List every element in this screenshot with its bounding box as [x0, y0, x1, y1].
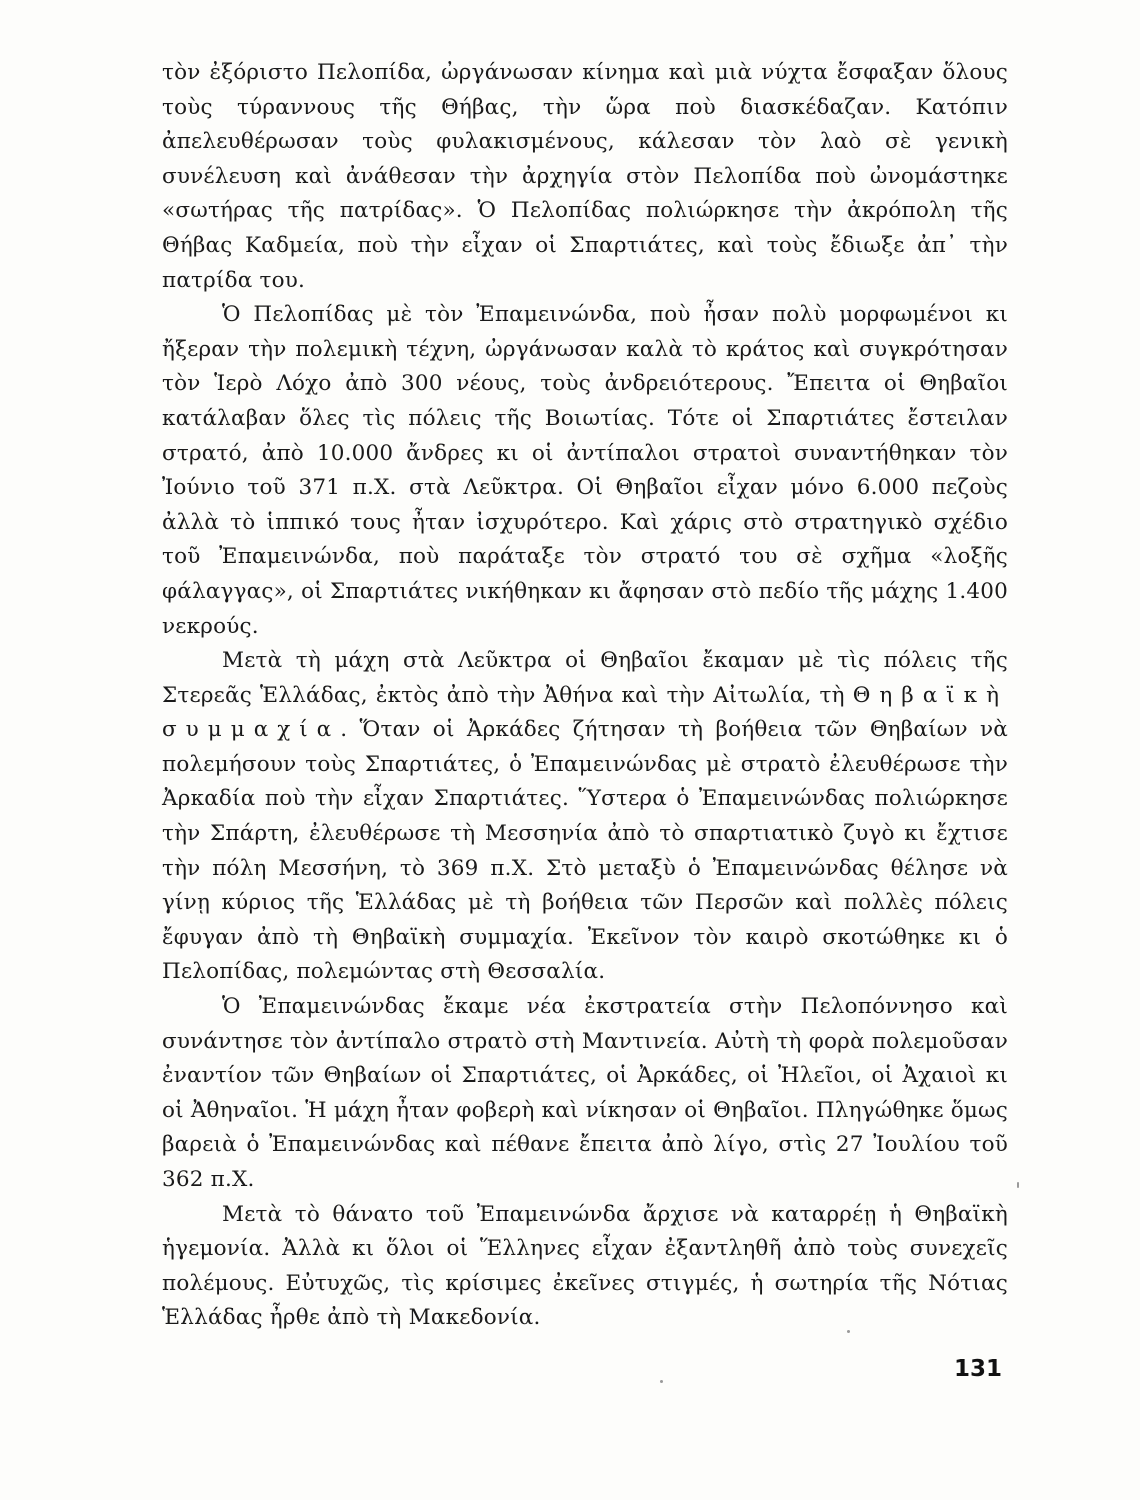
text-column	[162, 56, 1008, 1336]
paragraph-2: Ὁ Πελοπίδας μὲ τὸν Ἐπαμεινώνδα, ποὺ ἦσαν πολὺ μορφωμένοι κι ἤξεραν τὴν πολεμικὴ τέχνη, ὠργάνωσαν καλὰ τὸ κράτος καὶ συγκρότησαν τὸν Ἱερὸ Λόχο ἀπὸ 300 νέους, τοὺς ἀνδρειότερους. Ἔπειτα οἱ Θηβαῖοι κατάλαβαν ὅλες τὶς πόλεις τῆς Βοιωτίας. Τότε οἱ Σπαρτιάτες ἔστειλαν στρατό, ἀπὸ 10.000 ἄνδρες κι οἱ ἀντίπαλοι στρατοὶ συναντήθηκαν τὸν Ἰούνιο τοῦ 371 π.Χ. στὰ Λεῦκτρα. Οἱ Θηβαῖοι εἶχαν μόνο 6.000 πεζοὺς ἀλλὰ τὸ ἱππικό τους ἦταν ἰσχυρότερο. Καὶ χάρις στὸ στρατηγικὸ σχέδιο τοῦ Ἐπαμεινώνδα, ποὺ παράταξε τὸν στρατό του σὲ σχῆμα «λοξῆς φάλαγγας», οἱ Σπαρτιάτες νικήθηκαν κι ἄφησαν στὸ πεδίο τῆς μάχης 1.400 νεκρούς.	[162, 302, 1008, 639]
paragraph-4: Ὁ Ἐπαμεινώνδας ἔκαμε νέα ἐκστρατεία στὴν Πελοπόννησο καὶ συνάντησε τὸν ἀντίπαλο στρατὸ στὴ Μαντινεία. Αὐτὴ τὴ φορὰ πολεμοῦσαν ἐναντίον τῶν Θηβαίων οἱ Σπαρτιάτες, οἱ Ἀρκάδες, οἱ Ἠλεῖοι, οἱ Ἀχαιοὶ κι οἱ Ἀθηναῖοι. Ἡ μάχη ἦταν φοβερὴ καὶ νίκησαν οἱ Θηβαῖοι. Πληγώθηκε ὅμως βαρειὰ ὁ Ἐπαμεινώνδας καὶ πέθανε ἔπειτα ἀπὸ λίγο, στὶς 27 Ἰουλίου τοῦ 362 π.Χ.	[162, 994, 1008, 1192]
paragraph-3	[162, 644, 1008, 990]
paragraph-3-text-after: . Ὅταν οἱ Ἀρκάδες ζήτησαν τὴ βοήθεια τῶν Θηβαίων νὰ πολεμήσουν τοὺς Σπαρτιάτες, ὁ Ἐπαμεινώνδας μὲ στρατὸ ἐλευθέρωσε τὴν Ἀρκαδία ποὺ τὴν εἶχαν Σπαρτιάτες. Ὕστερα ὁ Ἐπαμεινώνδας πολιώρκησε τὴν Σπάρτη, ἐλευθέρωσε τὴ Μεσσηνία ἀπὸ τὸ σπαρτιατικὸ ζυγὸ κι ἔχτισε τὴν πόλη Μεσσήνη, τὸ 369 π.Χ. Στὸ μεταξὺ ὁ Ἐπαμεινώνδας θέλησε νὰ γίνῃ κύριος τῆς Ἑλλάδας μὲ τὴ βοήθεια τῶν Περσῶν καὶ πολλὲς πόλεις ἔφυγαν ἀπὸ τὴ Θηβαϊκὴ συμμαχία. Ἐκεῖνον τὸν καιρὸ σκοτώθηκε κι ὁ Πελοπίδας, πολεμώντας στὴ Θεσσαλία.	[162, 717, 1008, 985]
paragraph-5: Μετὰ τὸ θάνατο τοῦ Ἐπαμεινώνδα ἄρχισε νὰ καταρρέῃ ἡ Θηβαϊκὴ ἡγεμονία. Ἀλλὰ κι ὅλοι οἱ Ἕλληνες εἶχαν ἐξαντληθῆ ἀπὸ τοὺς συνεχεῖς πολέμους. Εὐτυχῶς, τὶς κρίσιμες ἐκεῖνες στιγμές, ἡ σωτηρία τῆς Νότιας Ἑλλάδας ἦρθε ἀπὸ τὴ Μακεδονία.	[162, 1201, 1008, 1331]
ink-speck	[1017, 1182, 1019, 1188]
spaced-term-thebaic-alliance: Θηβαϊκὴ συμμαχία	[162, 682, 1008, 743]
page-number: 131	[953, 1356, 1002, 1382]
paragraph-1: τὸν ἐξόριστο Πελοπίδα, ὠργάνωσαν κίνημα καὶ μιὰ νύχτα ἔσφαξαν ὅλους τοὺς τύραννους τῆς Θήβας, τὴν ὥρα ποὺ διασκέδαζαν. Κατόπιν ἀπελευθέρωσαν τοὺς φυλακισμένους, κάλεσαν τὸν λαὸ σὲ γενικὴ συνέλευση καὶ ἀνάθεσαν τὴν ἀρχηγία στὸν Πελοπίδα ποὺ ὠνομάστηκε «σωτήρας τῆς πατρίδας». Ὁ Πελοπίδας πολιώρκησε τὴν ἀκρόπολη τῆς Θήβας Καδμεία, ποὺ τὴν εἶχαν οἱ Σπαρτιάτες, καὶ τοὺς ἔδιωξε ἀπ᾿ τὴν πατρίδα του.	[162, 60, 1008, 293]
ink-speck	[660, 1380, 663, 1383]
ink-speck	[847, 1330, 850, 1333]
paragraph-3-text-before: Μετὰ τὴ μάχη στὰ Λεῦκτρα οἱ Θηβαῖοι ἔκαμαν μὲ τὶς πόλεις τῆς Στερεᾶς Ἑλλάδας, ἐκτὸς ἀπὸ τὴν Ἀθήνα καὶ τὴν Αἰτωλία, τὴ	[162, 648, 1008, 708]
